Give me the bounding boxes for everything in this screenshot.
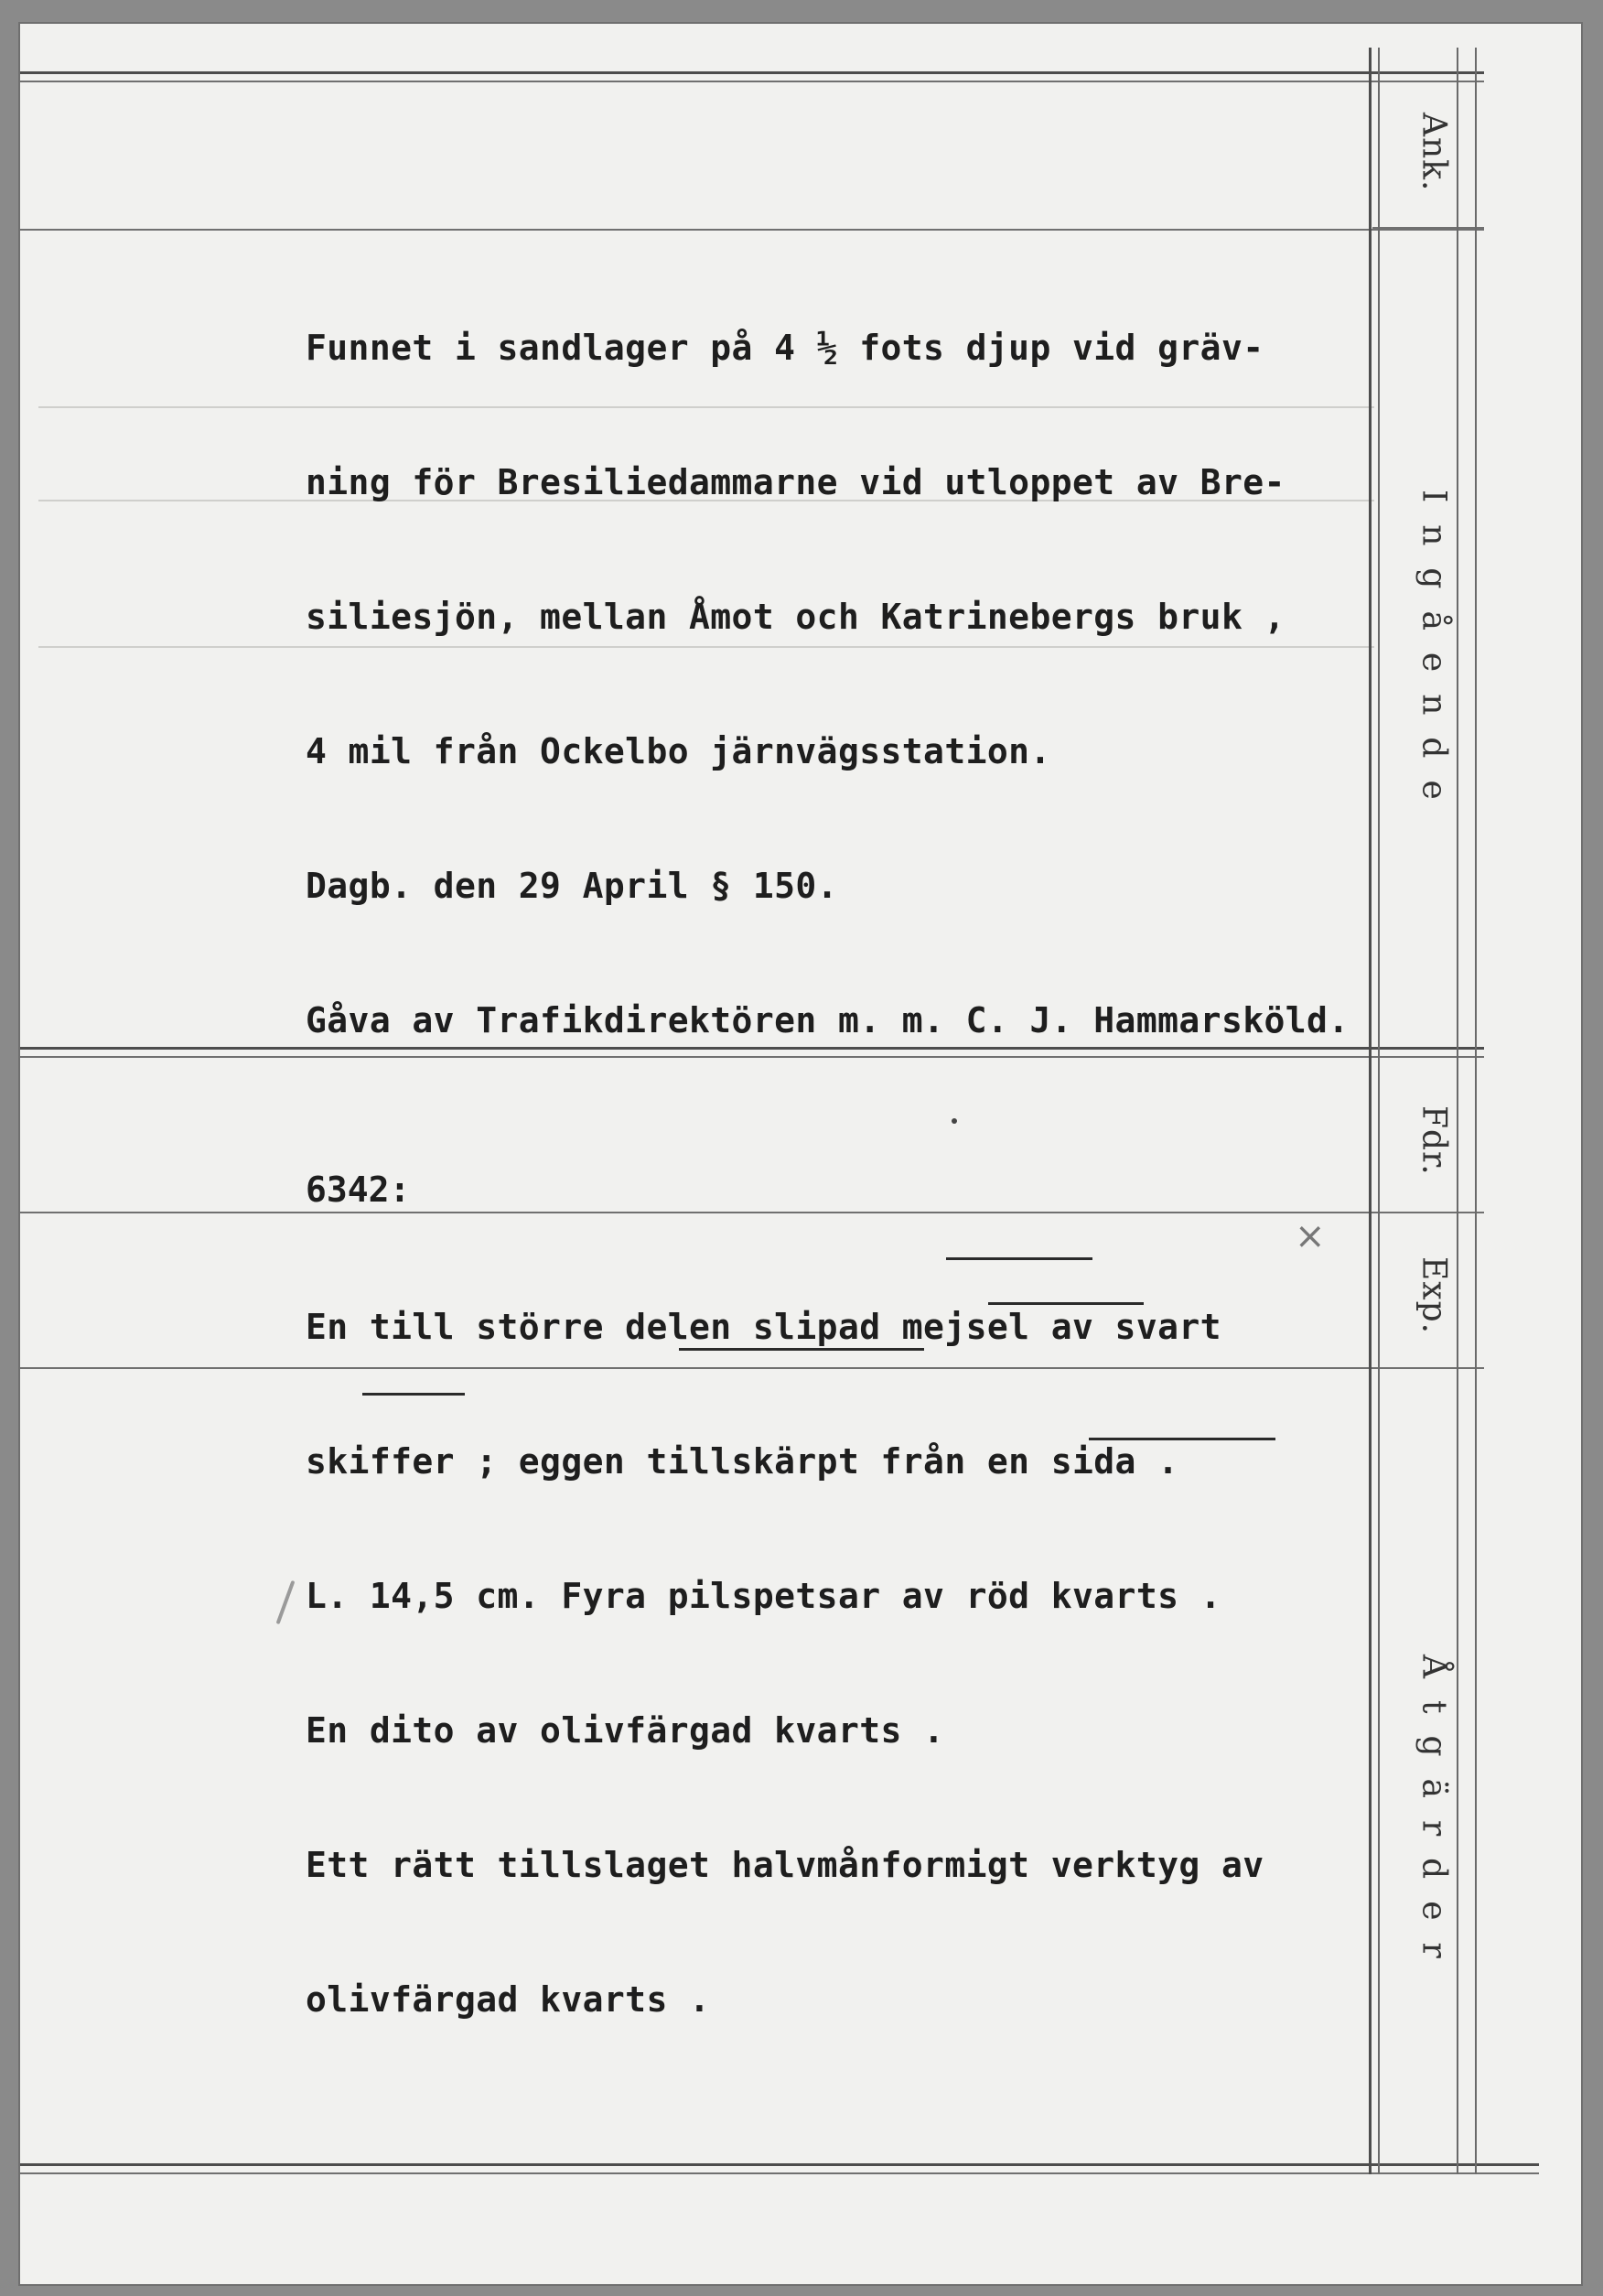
top-rule	[20, 71, 1484, 74]
bottom-rule	[20, 2163, 1539, 2166]
top-rule-inner	[20, 81, 1484, 82]
label-ank: Ank.	[1415, 112, 1453, 192]
underline-pilspetsar	[679, 1348, 924, 1351]
provenance-line: Funnet i sandlager på 4 ½ fots djup vid gräv-	[306, 328, 1264, 368]
description-line: En dito av olivfärgad kvarts .	[306, 1710, 945, 1751]
description-line: L. 14,5 cm. Fyra pilspetsar av röd kvarts .	[306, 1576, 1221, 1616]
provenance-line: ning för Bresiliedammarne vid utloppet av Bre-	[306, 462, 1286, 502]
provenance-text	[306, 236, 1350, 1133]
fdr-rule	[20, 1212, 1484, 1213]
underline-dito	[362, 1393, 465, 1396]
provenance-line: Gåva av Trafikdirektören m. m. C. J. Hammarsköld.	[306, 1000, 1350, 1040]
underline-fran-en	[988, 1302, 1144, 1305]
ank-rule	[1372, 227, 1484, 229]
bottom-rule-inner	[20, 2172, 1539, 2174]
column-rule	[1369, 48, 1372, 2174]
description-line: Ett rätt tillslaget halvmånformigt verktyg av	[306, 1845, 1264, 1885]
description-line: olivfärgad kvarts .	[306, 1979, 711, 2020]
provenance-line: 4 mil från Ockelbo järnvägsstation.	[306, 731, 1051, 771]
underline-mejsel	[946, 1257, 1092, 1260]
label-exp: Exp.	[1415, 1256, 1453, 1335]
label-ingaende: Ingående	[1415, 489, 1453, 822]
provenance-line: siliesjön, mellan Åmot och Katrinebergs bruk ,	[306, 597, 1286, 637]
catalogue-card	[20, 24, 1581, 2284]
provenance-line: Dagb. den 29 April § 150.	[306, 866, 838, 906]
description-line: En till större delen slipad mejsel av svart	[306, 1307, 1221, 1347]
label-fdr: Fdr.	[1415, 1105, 1453, 1176]
underline-verktyg	[1089, 1438, 1275, 1440]
header-rule	[20, 229, 1484, 231]
catalogue-number: 6342:	[306, 1170, 411, 1210]
description-line: skiffer ; eggen tillskärpt från en sida .	[306, 1441, 1179, 1482]
pencil-mark	[276, 1580, 296, 1624]
label-atgarder: Åtgärder	[1415, 1655, 1453, 1980]
ink-dot	[952, 1118, 957, 1124]
cross-mark: ×	[1295, 1215, 1326, 1257]
